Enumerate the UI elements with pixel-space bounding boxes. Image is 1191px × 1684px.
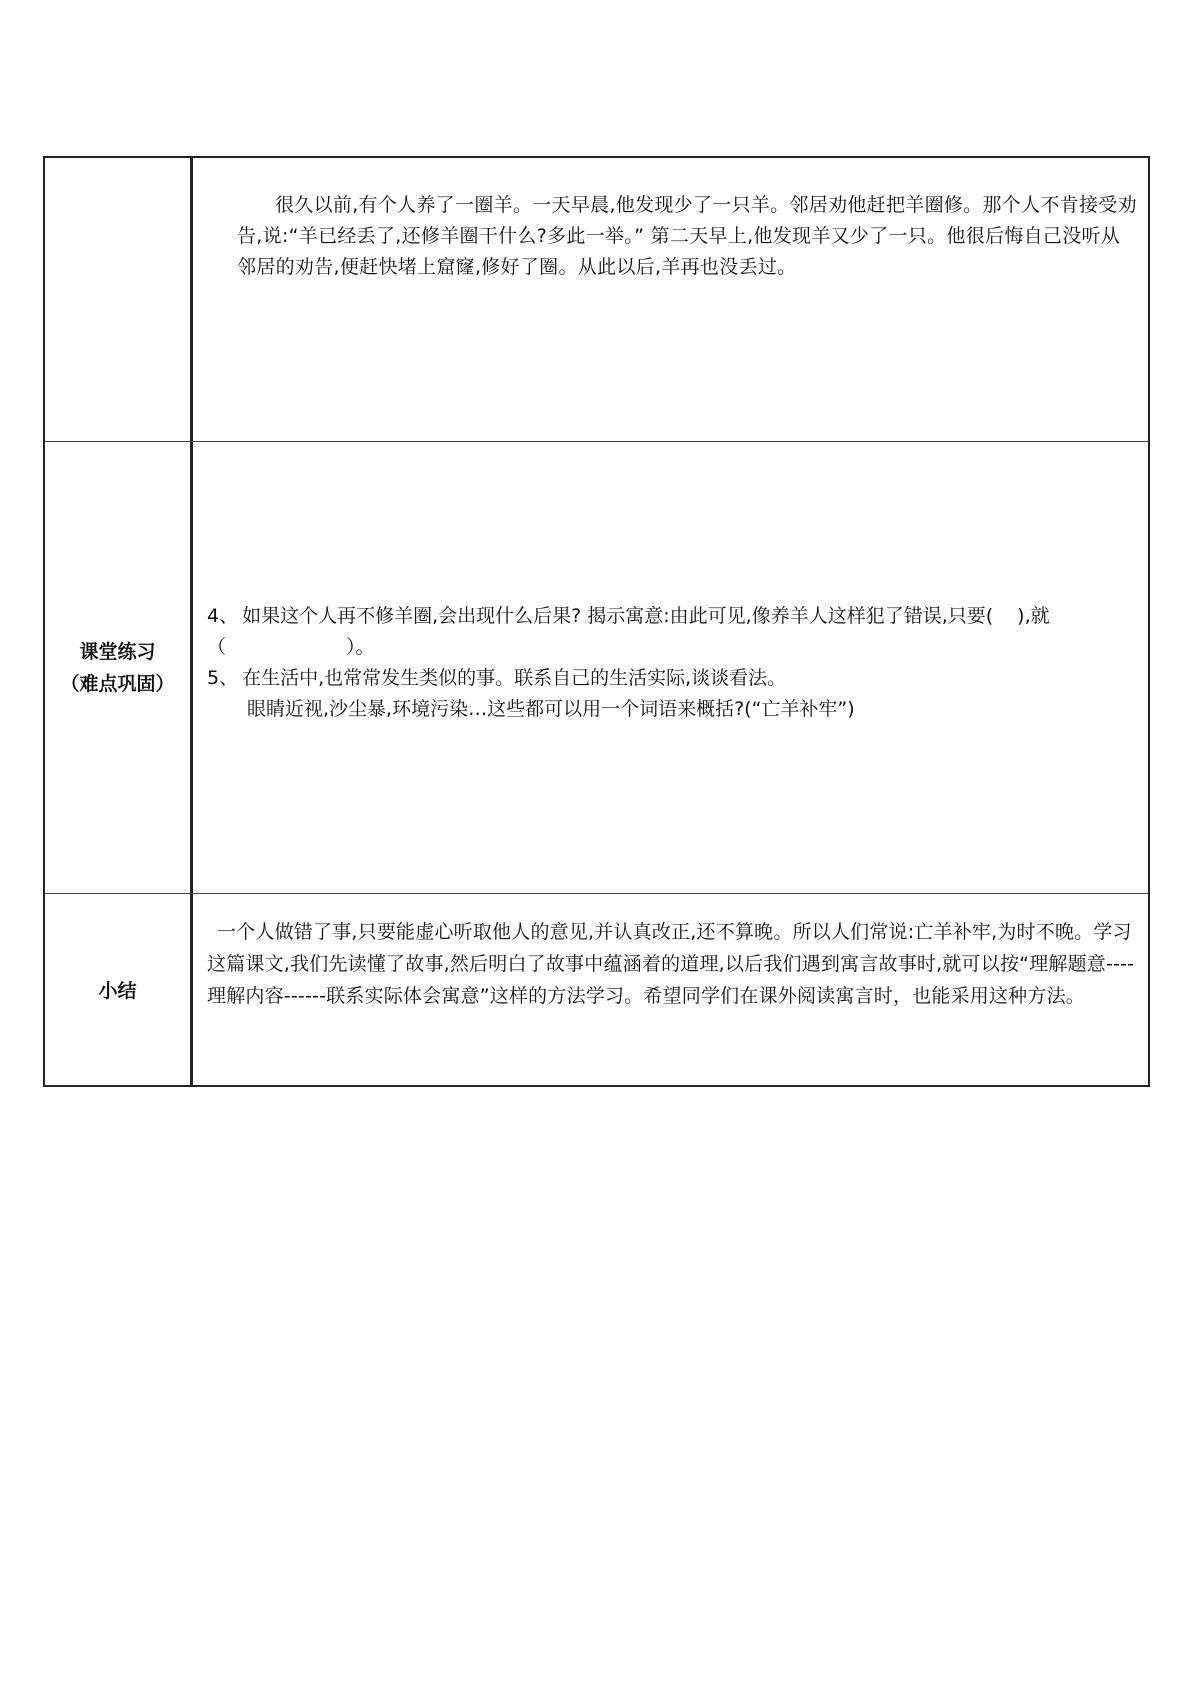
row-label-empty — [45, 158, 193, 441]
answer-blank-2-open: （ — [207, 636, 227, 658]
question-5-followup: 眼睛近视,沙尘暴,环境污染…这些都可以用一个词语来概括?(“亡羊补牢”) — [247, 698, 855, 720]
table-row-exercises — [45, 441, 1148, 893]
exercise-list — [207, 601, 1137, 725]
question-4-text-end: ),就 — [1017, 605, 1050, 627]
row-label-exercises — [45, 442, 193, 893]
exercises-label-line1: 课堂练习 — [79, 640, 156, 663]
story-paragraph: 很久以前,有个人养了一圈羊。一天早晨,他发现少了一只羊。邻居劝他赶把羊圈修。那个人不肯接受劝告,说:“羊已经丢了,还修羊圈干什么?多此一举。” 第二天早上,他发现羊又少了一只。他很后悔自己没听从邻居的劝告,便赶快堵上窟窿,修好了圈。从此以后,羊再也没丢过。 — [237, 194, 1137, 278]
table-row-summary — [45, 893, 1148, 1087]
question-4-number: 4、 — [207, 605, 239, 627]
row-label-summary — [45, 894, 193, 1087]
answer-blank-2-close: ）。 — [346, 636, 375, 658]
question-4 — [207, 601, 1137, 632]
question-4-text: 如果这个人再不修羊圈,会出现什么后果? 揭示寓意:由此可见,像养羊人这样犯了错误,只要( — [242, 605, 994, 627]
question-4-line2 — [207, 632, 1137, 663]
summary-paragraph: 一个人做错了事,只要能虚心听取他人的意见,并认真改正,还不算晚。所以人们常说:亡羊补牢,为时不晚。学习这篇课文,我们先读懂了故事,然后明白了故事中蕴涵着的道理,以后我们遇到寓言故事时,就可以按“理解题意----理解内容------联系实际体会寓意”这样的方法学习。希望同学们在课外阅读寓言时，也能采用这种方法。 — [207, 921, 1135, 1007]
exercises-label-line2: （难点巩固） — [60, 672, 175, 695]
summary-label: 小结 — [98, 979, 137, 1002]
table-row-story — [45, 158, 1148, 441]
question-5-text: 在生活中,也常常发生类似的事。联系自己的生活实际,谈谈看法。 — [242, 667, 787, 689]
question-5 — [207, 663, 1137, 694]
question-5-number: 5、 — [207, 667, 239, 689]
exercises-cell — [193, 442, 1148, 893]
summary-cell — [193, 894, 1148, 1087]
story-cell — [193, 158, 1148, 441]
lesson-table — [43, 156, 1150, 1087]
